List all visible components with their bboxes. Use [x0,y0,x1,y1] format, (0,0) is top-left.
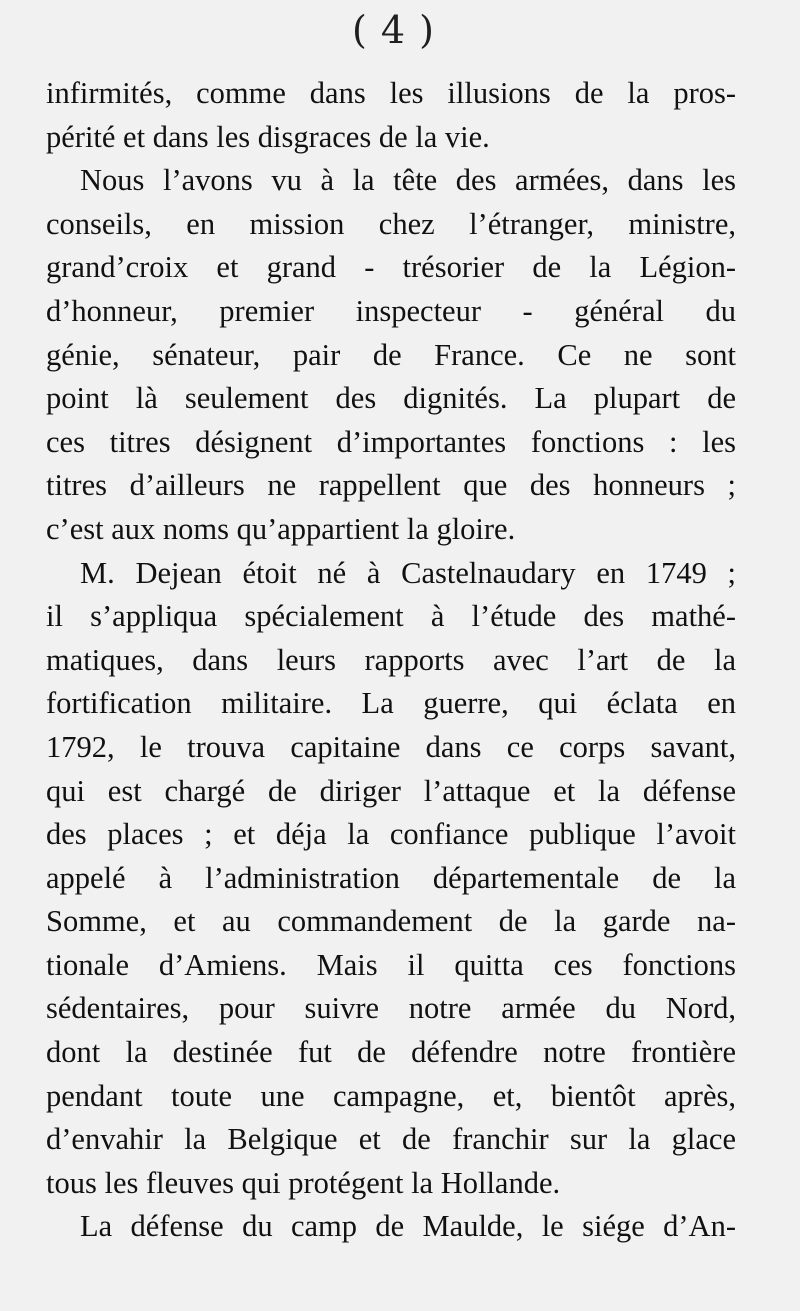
text-line: il s’appliqua spécialement à l’étude des mathé- [46,599,736,634]
text-line: d’honneur, premier inspecteur - général du [46,293,736,328]
text-line: ces titres désignent d’importantes fonctions : les [46,424,736,459]
body-text [46,72,736,1249]
text-line: qui est chargé de diriger l’attaque et la défense [46,773,736,808]
text-line: infirmités, comme dans les illusions de la pros- [46,76,736,110]
text-line: pendant toute une campagne, et, bientôt après, [46,1078,736,1113]
text-line: appelé à l’administration départementale de la [46,860,736,895]
text-line: titres d’ailleurs ne rappellent que des honneurs ; [46,468,736,503]
text-line: 1792, le trouva capitaine dans ce corps savant, [46,729,736,764]
text-line: Somme, et au commandement de la garde na- [46,904,736,939]
text-line: point là seulement des dignités. La plupart de [46,381,736,416]
text-line: tous les fleuves qui protégent la Hollande. [46,1165,561,1200]
text-line: M. Dejean étoit né à Castelnaudary en 1749 ; [80,555,736,590]
text-line: d’envahir la Belgique et de franchir sur la glace [46,1122,736,1157]
text-line: sédentaires, pour suivre notre armée du Nord, [46,991,736,1026]
text-line: des places ; et déja la confiance publique l’avoit [46,817,736,852]
text-line: La défense du camp de Maulde, le siége d’An- [80,1209,736,1244]
text-line: conseils, en mission chez l’étranger, ministre, [46,206,736,241]
text-line: Nous l’avons vu à la tête des armées, dans les [80,163,736,198]
page-number: ( 4 ) [352,8,435,52]
text-line: périté et dans les disgraces de la vie. [46,119,490,154]
text-line: tionale d’Amiens. Mais il quitta ces fonctions [46,947,736,982]
text-line: fortification militaire. La guerre, qui éclata en [46,686,736,721]
text-line: matiques, dans leurs rapports avec l’art de la [46,642,736,677]
text-line: dont la destinée fut de défendre notre frontière [46,1035,736,1070]
text-line: c’est aux noms qu’appartient la gloire. [46,511,516,546]
text-line: grand’croix et grand - trésorier de la Légion- [46,250,736,285]
text-line: génie, sénateur, pair de France. Ce ne sont [46,337,736,372]
